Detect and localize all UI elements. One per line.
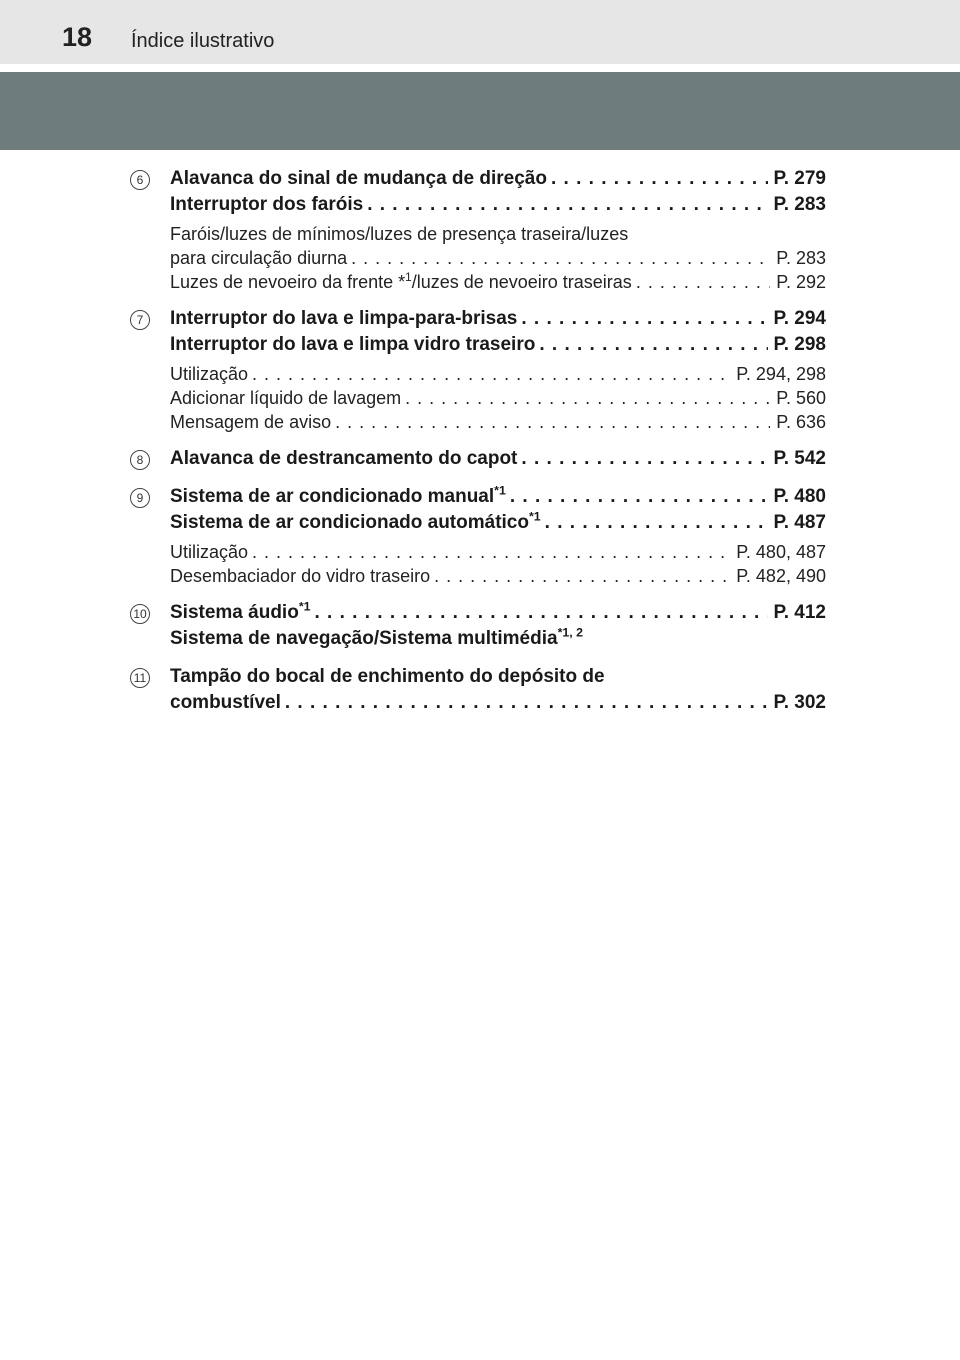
page-reference: P. 636 [776,412,826,432]
dot-leader [252,540,730,564]
header-banner [0,72,960,150]
dot-leader [434,564,730,588]
index-entry[interactable] [170,446,826,472]
dot-leader [335,410,770,434]
dot-leader [636,270,770,294]
index-entry[interactable] [170,166,826,192]
index-entry[interactable] [170,600,826,626]
index-entry[interactable] [170,510,826,536]
index-group-9 [130,484,826,588]
item-number-badge: 10 [130,604,150,624]
dot-leader [521,306,767,332]
entry-label: Sistema de ar condicionado manual$^{*1}$ [170,483,506,507]
footnote-marker: *1 [528,509,541,524]
page-reference: P. 298 [773,334,826,355]
entry-label: combustível [170,692,281,713]
index-list [130,166,826,728]
page-reference: P. 482, 490 [736,566,826,586]
entry-label: Sistema de navegação/Sistema multimédia [170,628,558,649]
entry-label: Interruptor do lava e limpa vidro traseiro [170,334,536,355]
item-number-badge: 9 [130,488,150,508]
dot-leader [315,600,768,626]
page-reference: P. 487 [773,512,826,533]
index-group-6 [130,166,826,294]
item-number-badge: 11 [130,668,150,688]
index-entry[interactable] [170,306,826,332]
entry-label: Utilização [170,542,249,562]
page-reference: P. 480 [773,486,826,507]
dot-leader [539,332,767,358]
page-reference: P. 294, 298 [736,364,826,384]
sub-entry[interactable] [170,540,826,564]
index-group-11 [130,664,826,716]
entry-label: para circulação diurna [170,248,348,268]
page-reference: P. 302 [773,692,826,713]
footnote-marker: 1 [405,271,412,284]
page-reference: P. 283 [776,248,826,268]
index-entry[interactable] [170,332,826,358]
page-reference: P. 294 [773,308,826,329]
entry-label: Interruptor do lava e limpa-para-brisas [170,308,518,329]
page-reference: P. 480, 487 [736,542,826,562]
index-entry[interactable] [170,192,826,218]
entry-label-line: Tampão do bocal de enchimento do depósito de [170,666,605,687]
entry-label: Desembaciador do vidro traseiro [170,566,431,586]
sub-entry-text: Faróis/luzes de mínimos/luzes de presença traseira/luzes [170,224,629,244]
page-reference: P. 279 [773,168,826,189]
index-group-7 [130,306,826,434]
page-number: 18 [62,22,93,52]
dot-leader [510,484,768,510]
sub-entry[interactable] [170,246,826,270]
dot-leader [405,386,770,410]
dot-leader [351,246,770,270]
entry-label: Sistema áudio$^{*1}$ [170,599,311,623]
page-reference: P. 292 [776,272,826,292]
index-group-10 [130,600,826,652]
index-group-8 [130,446,826,472]
entry-label: Utilização [170,364,249,384]
page-reference: P. 542 [773,448,826,469]
item-number-badge: 8 [130,450,150,470]
sub-entry[interactable] [170,564,826,588]
footnote-marker: *1, 2 [557,625,583,640]
index-entry[interactable] [170,690,826,716]
sub-entry[interactable] [170,410,826,434]
dot-leader [252,362,730,386]
index-entry[interactable] [170,626,826,652]
sub-entry[interactable] [170,362,826,386]
item-number-badge: 6 [130,170,150,190]
footnote-marker: *1 [298,599,311,614]
section-title: Índice ilustrativo [131,30,275,52]
item-number-badge: 7 [130,310,150,330]
entry-label: Alavanca do sinal de mudança de direção [170,168,547,189]
dot-leader [285,690,768,716]
entry-label: Sistema de ar condicionado automático$^{*1}$ [170,509,541,533]
entry-label: Luzes de nevoeiro da frente *$^1$/luzes de nevoeiro traseiras [170,271,632,292]
entry-label: Adicionar líquido de lavagem [170,388,402,408]
footnote-marker: *1 [494,483,506,498]
page-reference: P. 283 [773,194,826,215]
dot-leader [367,192,767,218]
entry-label: Interruptor dos faróis [170,194,364,215]
page-reference: P. 560 [776,388,826,408]
entry-label: Alavanca de destrancamento do capot [170,448,518,469]
dot-leader [521,446,767,472]
index-entry[interactable] [170,484,826,510]
sub-entry[interactable] [170,270,826,294]
dot-leader [551,166,768,192]
sub-entry[interactable] [170,386,826,410]
dot-leader [545,510,768,536]
entry-label: Mensagem de aviso [170,412,332,432]
page-reference: P. 412 [773,602,826,623]
